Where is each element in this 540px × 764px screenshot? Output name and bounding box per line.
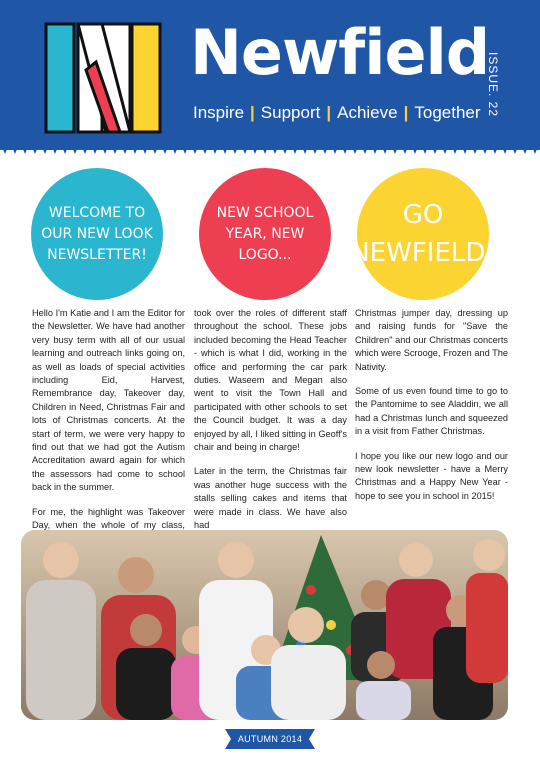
tagline-separator: | [403, 103, 409, 122]
masthead-title: Newfield [190, 16, 490, 89]
article-paragraph: Some of us even found time to go to the Pantomime to see Aladdin, we all had a Christmas lunch and squeezed in a visit from Father Christmas. [355, 386, 508, 437]
new-logo-circle-text: NEW SCHOOL YEAR, NEW LOGO... [216, 204, 314, 263]
group-photo-image [21, 530, 508, 720]
new-logo-circle [199, 168, 331, 300]
article-column-3 [355, 307, 508, 514]
tagline-separator: | [250, 103, 255, 122]
tagline-word: Inspire [193, 103, 245, 122]
article-paragraph: Later in the term, the Christmas fair was another huge success with the stalls selling cakes and items that were made in class. We have also had [194, 466, 347, 531]
welcome-circle [31, 168, 163, 300]
zigzag-edge [0, 142, 540, 158]
article-paragraph: Hello I'm Katie and I am the Editor for the Newsletter. We have had another very busy term with all of our usual learning and outreach links going on, as well as loads of special activities including Eid, Harvest, Remembrance day, Takeover day, Children in Need, Christmas Fair and lots of Christmas concerts. At the start of term, we were very happy to find out that we had got the Autism Accreditation award again for which the assessors had come to school back in the summer. [32, 308, 185, 493]
go-newfield-circle [350, 168, 496, 300]
group-photo [21, 530, 508, 720]
article-column-2 [194, 307, 347, 544]
tagline-word: Together [414, 103, 481, 122]
article-paragraph: I hope you like our new logo and our new look newsletter - have a Merry Christmas and a Happy New Year - hope to see you in school in 2015! [355, 450, 508, 501]
welcome-circle-text: WELCOME TO OUR NEW LOOK NEWSLETTER! [41, 204, 153, 263]
article-paragraph: took over the roles of different staff throughout the school. These jobs included becoming the Head Teacher - which is what I did, working in the office and performing the car park duties. Waseem and Megan also went to visit the Town Hall and participated with other schools to set the Council budget. It was a day enjoyed by all, I liked sitting in Geoff's chair and being in charge! [194, 308, 347, 453]
tagline-word: Achieve [337, 103, 398, 122]
tagline [193, 103, 481, 123]
issue-number: ISSUE. 22 [486, 52, 500, 118]
article-paragraph: Christmas jumper day, dressing up and raising funds for "Save the Children" and our Christmas concerts which were Scrooge, Frozen and The Nativity. [355, 308, 508, 372]
newfield-logo [42, 18, 164, 138]
tagline-separator: | [326, 103, 332, 122]
tagline-word: Support [260, 103, 321, 122]
go-newfield-circle-text: GO NEWFIELD! [350, 200, 496, 268]
article-paragraph: For me, the highlight was Takeover Day, when the whole of my class, [32, 506, 185, 531]
footer-label: AUTUMN 2014 [237, 734, 303, 744]
article-column-1 [32, 307, 185, 557]
